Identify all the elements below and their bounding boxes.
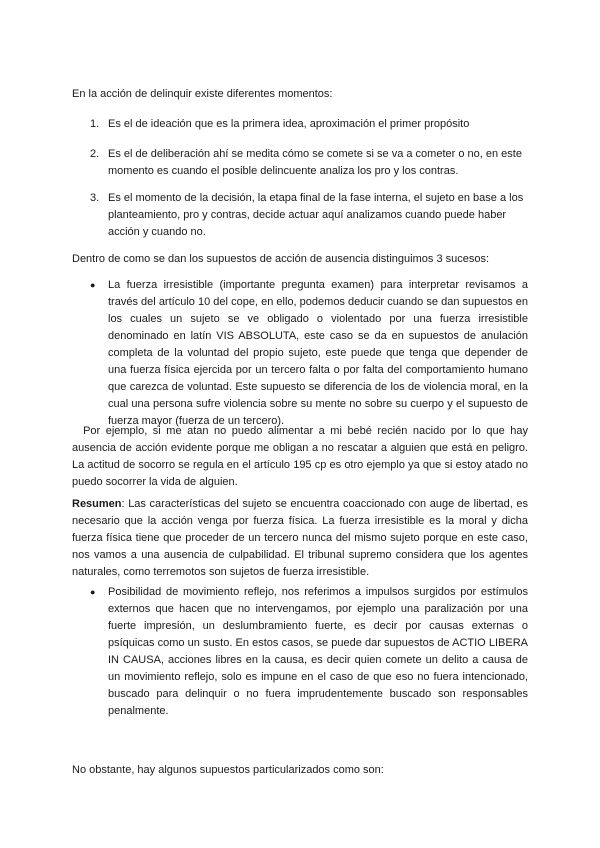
stage-item-1 [90, 116, 528, 133]
stage-text: Es el momento de la decisión, la etapa final de la fase interna, el sujeto en base a los planteamiento, pro y contras, decide actuar aquí analizamos cuando puede haber acción y cuando no. [108, 192, 524, 238]
bullet-text: Posibilidad de movimiento reflejo, nos referimos a impulsos surgidos por estímulos externos que hacen que no intervengamos, por ejemplo una paralización por una fuerte impresión, un deslumbramiento fuerte, es decir por causas externas o psíquicas como un susto. En estos casos, se puede dar supuestos de ACTIO LIBERA IN CAUSA, acciones libres en la causa, es decir quien comete un delito a causa de un movimiento reflejo, solo es impune en el caso de que eso no fuera intencionado, buscado para delinquir o no fuera imprudentemente buscado son responsables penalmente. [108, 586, 528, 717]
supuestos-intro-text: Dentro de como se dan los supuestos de acción de ausencia distinguimos 3 sucesos: [72, 253, 490, 265]
bullet-icon: ● [90, 280, 96, 290]
resumen-text: : Las características del sujeto se encuentra coaccionado con auge de libertad, es necesario que la acción venga por fuerza física. La fuerza irresistible es la moral y dicha fuerza física tiene que proceder de un tercero nunca del mismo sujeto porque en este caso, nos vamos a una ausencia de culpabilidad. El tribunal supremo considera que los agentes naturales, como terremotos son sujetos de fuerza irresistible. [72, 498, 528, 578]
bullet-icon: ● [90, 587, 96, 597]
stage-text: Es el de deliberación ahí se medita cómo se comete si se va a cometer o no, en este momento es cuando el posible delincuente analiza los pro y los contras. [108, 148, 522, 177]
stage-item-3 [90, 190, 528, 241]
resumen-paragraph [72, 496, 528, 581]
stage-item-2 [90, 146, 528, 180]
bullet-fuerza-irresistible [90, 277, 528, 427]
stage-number: 3. [90, 192, 100, 204]
stage-text: Es el de ideación que es la primera idea, aproximación el primer propósito [108, 118, 470, 130]
stage-number: 2. [90, 148, 100, 160]
stage-number: 1. [90, 118, 100, 130]
bullet-text: La fuerza irresistible (importante pregunta examen) para interpretar revisamos a través del artículo 10 del cope, en ello, podemos deducir cuando se dan supuestos en los cuales un sujeto se ve obligado o violentado por una fuerza irresistible denominado en latín VIS ABSOLUTA, este caso se da en supuestos de anulación completa de la voluntad del propio sujeto, este puede que tenga que depender de una fuerza física ejercida por un tercero falta o por falta del comportamiento humano que carezca de voluntad. Este supuesto se diferencia de los de violencia moral, en la cual una persona sufre violencia sobre su mente no sobre su cuerpo y el supuesto de fuerza mayor (fuerza de un tercero). [108, 279, 528, 427]
ejemplo-paragraph: Por ejemplo, si me atan no puedo alimentar a mi bebé recién nacido por lo que hay ausencia de acción evidente porque me obligan a no rescatar a alguien que está en peligro. La actitud de socorro se regula en el artículo 195 cp es otro ejemplo ya que si estoy atado no puedo socorrer la vida de alguien. [72, 425, 532, 488]
bullet-movimiento-reflejo [90, 584, 528, 717]
resumen-label: Resumen [72, 498, 122, 510]
closing-text: No obstante, hay algunos supuestos particularizados como son: [72, 764, 384, 776]
intro-text: En la acción de delinquir existe diferentes momentos: [72, 88, 333, 100]
